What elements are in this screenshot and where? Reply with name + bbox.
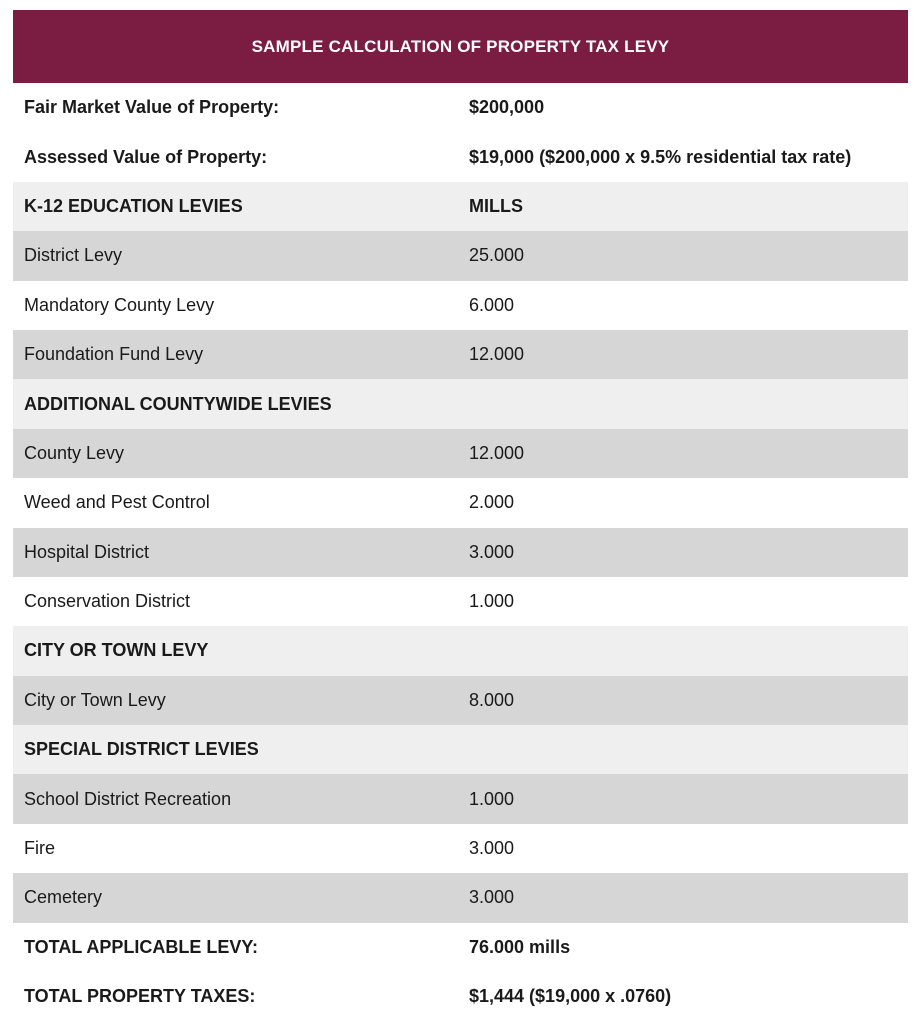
table-row <box>13 824 908 873</box>
row-value: 8.000 <box>469 689 515 710</box>
section-header-row <box>13 626 908 675</box>
row-value: $200,000 <box>469 97 545 118</box>
table-row <box>13 83 908 132</box>
table-row <box>13 330 908 379</box>
table-row <box>13 429 908 478</box>
row-label: Weed and Pest Control <box>24 492 210 513</box>
row-label: District Levy <box>24 245 123 266</box>
row-label: Hospital District <box>24 541 150 562</box>
table-row <box>13 528 908 577</box>
row-label: K-12 EDUCATION LEVIES <box>24 195 243 216</box>
row-label: Foundation Fund Levy <box>24 344 204 365</box>
row-value: 76.000 mills <box>469 936 571 957</box>
row-label: School District Recreation <box>24 788 232 809</box>
row-value: $19,000 ($200,000 x 9.5% residential tax rate) <box>469 146 852 167</box>
row-value: 12.000 <box>469 442 525 463</box>
section-header-row <box>13 379 908 428</box>
row-value: 1.000 <box>469 788 515 809</box>
row-value: 1.000 <box>469 591 515 612</box>
row-label: Mandatory County Levy <box>24 294 215 315</box>
table-row <box>13 774 908 823</box>
table-row <box>13 132 908 181</box>
table-row <box>13 972 908 1021</box>
row-value: 25.000 <box>469 245 525 266</box>
table-row <box>13 478 908 527</box>
row-value: 3.000 <box>469 541 515 562</box>
table-row <box>13 281 908 330</box>
row-value: MILLS <box>469 195 523 216</box>
row-value: $1,444 ($19,000 x .0760) <box>469 986 672 1007</box>
row-label: Conservation District <box>24 591 191 612</box>
table-title: SAMPLE CALCULATION OF PROPERTY TAX LEVY <box>13 10 908 83</box>
row-value: 12.000 <box>469 344 525 365</box>
row-label: County Levy <box>24 442 125 463</box>
property-tax-levy-table <box>13 10 908 1021</box>
row-label: ADDITIONAL COUNTYWIDE LEVIES <box>24 393 332 414</box>
section-header-row <box>13 725 908 774</box>
row-value: 3.000 <box>469 887 515 908</box>
row-label: Fire <box>24 838 55 859</box>
table-row <box>13 923 908 972</box>
table-row <box>13 231 908 280</box>
table-row <box>13 873 908 922</box>
row-label: TOTAL PROPERTY TAXES: <box>24 986 256 1007</box>
row-value: 3.000 <box>469 838 515 859</box>
table-body <box>13 83 908 1021</box>
row-value: 6.000 <box>469 294 515 315</box>
row-value: 2.000 <box>469 492 515 513</box>
row-label: SPECIAL DISTRICT LEVIES <box>24 739 259 760</box>
table-row <box>13 577 908 626</box>
row-label: Cemetery <box>24 887 103 908</box>
row-label: City or Town Levy <box>24 689 166 710</box>
row-label: CITY OR TOWN LEVY <box>24 640 209 661</box>
row-label: Assessed Value of Property: <box>24 146 268 167</box>
row-label: TOTAL APPLICABLE LEVY: <box>24 936 259 957</box>
table-row <box>13 676 908 725</box>
row-label: Fair Market Value of Property: <box>24 97 280 118</box>
table-row <box>13 182 908 231</box>
